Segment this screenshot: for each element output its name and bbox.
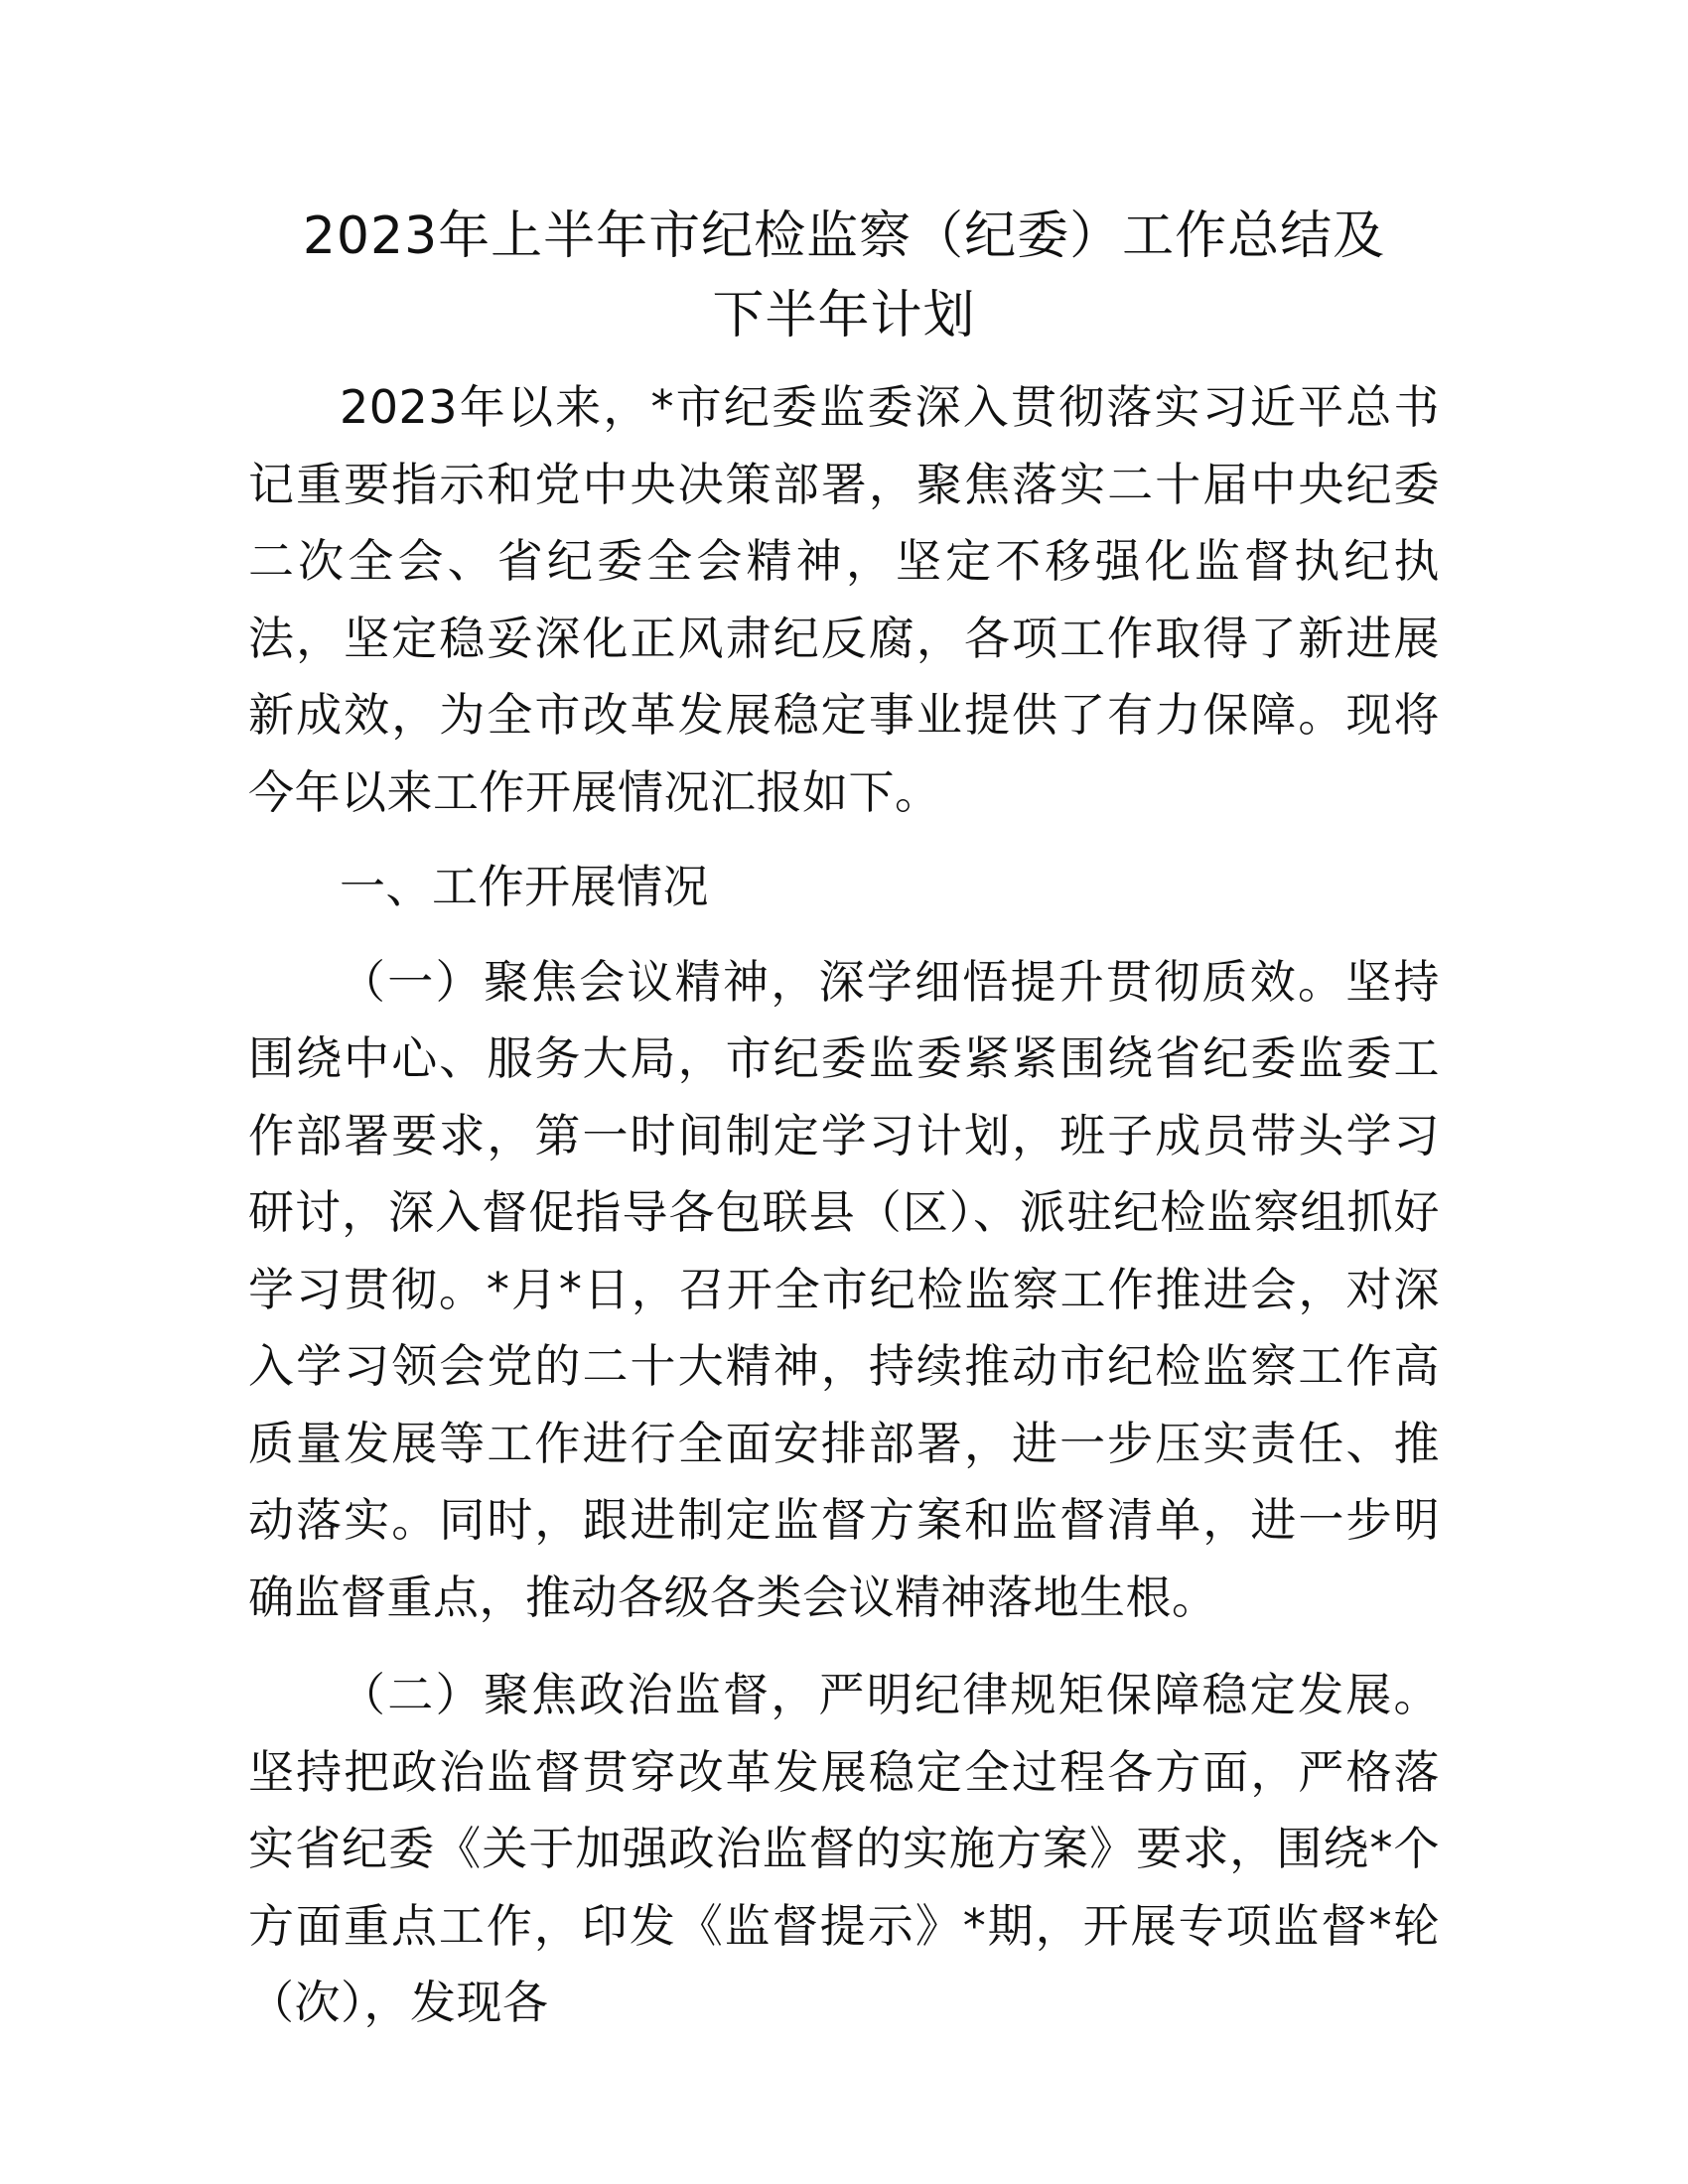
intro-paragraph: 2023年以来，*市纪委监委深入贯彻落实习近平总书记重要指示和党中央决策部署，聚焦落实二十届中央纪委二次全会、省纪委全会精神，坚定不移强化监督执纪执法，坚定稳妥深化正风肃纪反腐，各项工作取得了新进展新成效，为全市改革发展稳定事业提供了有力保障。现将今年以来工作开展情况汇报如下。 [248,380,1440,819]
section-heading: 一、工作开展情况 [340,860,709,913]
section-item-2-paragraph: （二）聚焦政治监督，严明纪律规矩保障稳定发展。坚持把政治监督贯穿改革发展稳定全过程各方面，严格落实省纪委《关于加强政治监督的实施方案》要求，围绕*个方面重点工作，印发《监督提示》*期，开展专项监督*轮（次），发现各 [248,1668,1440,2029]
title-line-2: 下半年计划 [712,286,976,345]
section-item-1-paragraph: （一）聚焦会议精神，深学细悟提升贯彻质效。坚持围绕中心、服务大局，市纪委监委紧紧围绕省纪委监委工作部署要求，第一时间制定学习计划，班子成员带头学习研讨，深入督促指导各包联县（区）、派驻纪检监察组抓好学习贯彻。*月*日，召开全市纪检监察工作推进会，对深入学习领会党的二十大精神，持续推动市纪检监察工作高质量发展等工作进行全面安排部署，进一步压实责任、推动落实。同时，跟进制定监督方案和监督清单，进一步明确监督重点，推动各级各类会议精神落地生根。 [248,954,1440,1624]
title-line-1: 2023年上半年市纪检监察（纪委）工作总结及 [302,206,1386,266]
document-title [248,197,1440,355]
document-body [248,197,1440,2042]
